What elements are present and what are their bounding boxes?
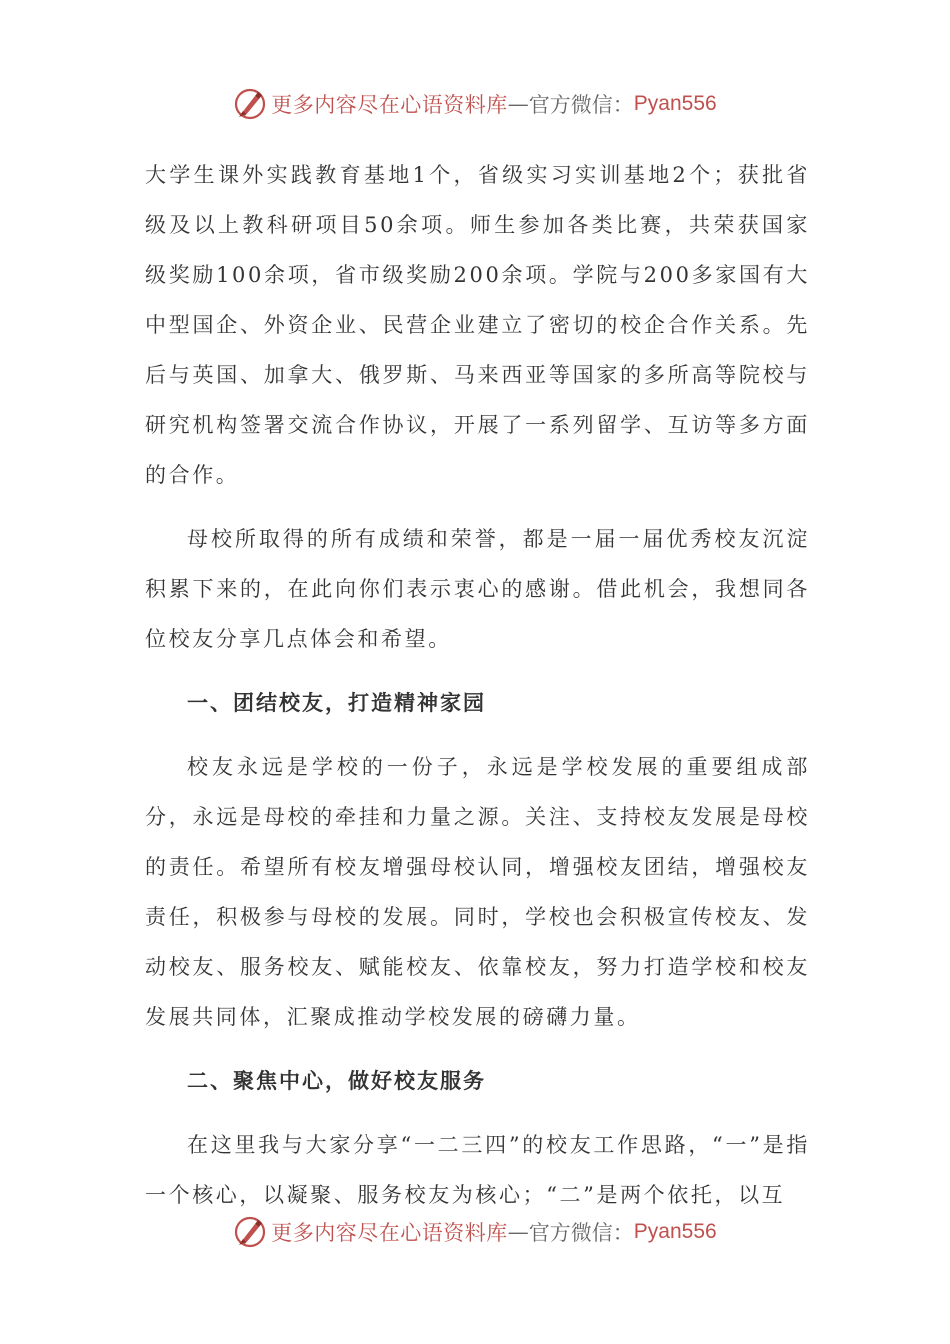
banner-middle: 官方微信： [528,1221,634,1245]
paragraph-thanks: 母校所取得的所有成绩和荣誉，都是一届一届优秀校友沉淀积累下来的，在此向你们表示衷心的感谢。借此机会，我想同各位校友分享几点体会和希望。 [145,527,810,651]
header-banner [0,84,950,124]
banner-middle: 官方微信： [528,93,634,117]
banner-wechat-id: Pyan556 [633,92,717,115]
banner-dash: — [507,1220,529,1244]
document-body [145,150,810,1220]
banner-dash: — [507,92,529,116]
pen-logo-icon [233,87,267,121]
paragraph-unity: 校友永远是学校的一份子，永远是学校发展的重要组成部分，永远是母校的牵挂和力量之源。关注、支持校友发展是母校的责任。希望所有校友增强母校认同，增强校友团结，增强校友责任，积极参与母校的发展。同时，学校也会积极宣传校友、发动校友、服务校友、赋能校友、依靠校友，努力打造学校和校友发展共同体，汇聚成推动学校发展的磅礴力量。 [145,755,810,1029]
paragraph-achievements: 大学生课外实践教育基地1个，省级实习实训基地2个；获批省级及以上教科研项目50余项。师生参加各类比赛，共荣获国家级奖励100余项，省市级奖励200余项。学院与200多家国有大中型国企、外资企业、民营企业建立了密切的校企合作关系。先后与英国、加拿大、俄罗斯、马来西亚等国家的多所高等院校与研究机构签署交流合作协议，开展了一系列留学、互访等多方面的合作。 [145,163,810,487]
paragraph-service: 在这里我与大家分享“一二三四”的校友工作思路，“一”是指一个核心，以凝聚、服务校友为核心；“二”是两个依托，以互 [145,1133,810,1207]
section-heading-2: 二、聚焦中心，做好校友服务 [187,1069,486,1093]
footer-banner [0,1212,950,1252]
section-heading-1: 一、团结校友，打造精神家园 [187,691,486,715]
banner-wechat-id: Pyan556 [633,1220,717,1243]
banner-prefix: 更多内容尽在心语资料库 [271,93,508,117]
pen-logo-icon [233,1215,267,1249]
banner-prefix: 更多内容尽在心语资料库 [271,1221,508,1245]
